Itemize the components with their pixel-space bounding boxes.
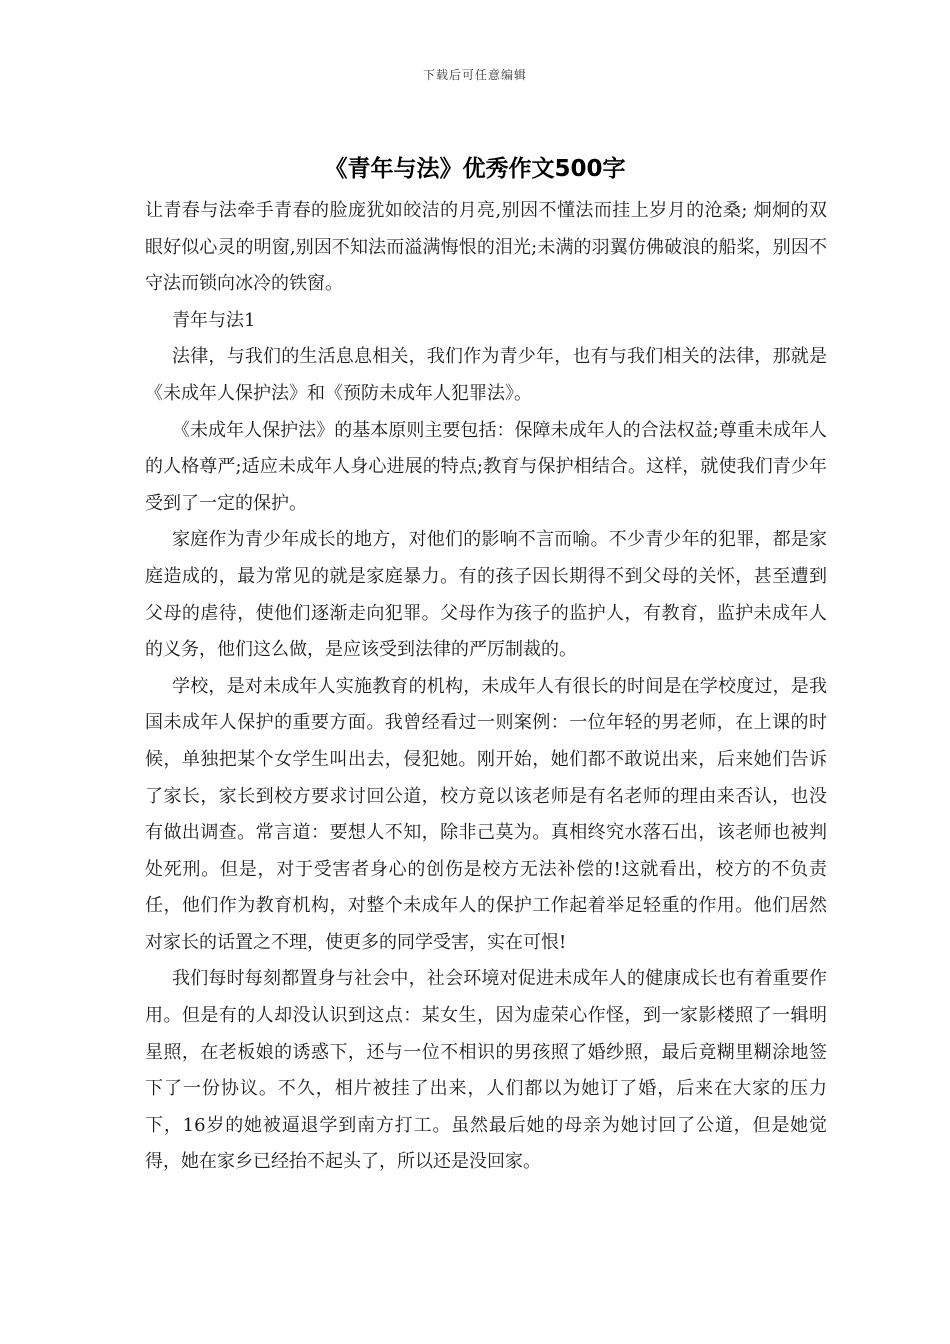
paragraph-intro: 让青春与法牵手青春的脸庞犹如皎洁的月亮,别因不懂法而挂上岁月的沧桑; 炯炯的双眼好似心灵的明窗,别因不知法而溢满悔恨的泪光;未满的羽翼仿佛破浪的船桨，别因不守法而锁向冰冷的铁窗。 xyxy=(145,200,827,295)
paragraph-principles: 《未成年人保护法》的基本原则主要包括：保障未成年人的合法权益;尊重未成年人的人格尊严;适应未成年人身心进展的特点;教育与保护相结合。这样，就使我们青少年受到了一定的保护。 xyxy=(145,419,827,514)
document-title: 《青年与法》优秀作文500字 xyxy=(324,156,626,182)
paragraph-family: 家庭作为青少年成长的地方，对他们的影响不言而喻。不少青少年的犯罪，都是家庭造成的，最为常见的就是家庭暴力。有的孩子因长期得不到父母的关怀，甚至遭到父母的虐待，使他们逐渐走向犯罪。父母作为孩子的监护人，有教育，监护未成年人的义务，他们这么做，是应该受到法律的严厉制裁的。 xyxy=(145,529,827,661)
paragraph-laws: 法律，与我们的生活息息相关，我们作为青少年，也有与我们相关的法律，那就是《未成年人保护法》和《预防未成年人犯罪法》。 xyxy=(145,346,827,404)
section-heading: 青年与法1 xyxy=(172,309,256,331)
paragraph-society: 我们每时每刻都置身与社会中，社会环境对促进未成年人的健康成长也有着重要作用。但是有的人却没认识到这点：某女生，因为虚荣心作怪，到一家影楼照了一辑明星照，在老板娘的诱惑下，还与一位不相识的男孩照了婚纱照，最后竟糊里糊涂地签下了一份协议。不久，相片被挂了出来，人们都以为她订了婚，后来在大家的压力下，16岁的她被逼退学到南方打工。虽然最后她的母亲为她讨回了公道，但是她觉得，她在家乡已经抬不起头了，所以还是没回家。 xyxy=(145,968,827,1173)
document-body xyxy=(145,193,827,1181)
paragraph-school: 学校，是对未成年人实施教育的机构，未成年人有很长的时间是在学校度过，是我国未成年人保护的重要方面。我曾经看过一则案例：一位年轻的男老师，在上课的时候，单独把某个女学生叫出去，侵犯她。刚开始，她们都不敢说出来，后来她们告诉了家长，家长到校方要求讨回公道，校方竟以该老师是有名老师的理由来否认，也没有做出调查。常言道：要想人不知，除非己莫为。真相终究水落石出，该老师也被判处死刑。但是，对于受害者身心的创伤是校方无法补偿的!这就看出，校方的不负责任，他们作为教育机构，对整个未成年人的保护工作起着举足轻重的作用。他们居然对家长的话置之不理，使更多的同学受害，实在可恨! xyxy=(145,675,827,953)
header-note: 下载后可任意编辑 xyxy=(422,68,527,82)
